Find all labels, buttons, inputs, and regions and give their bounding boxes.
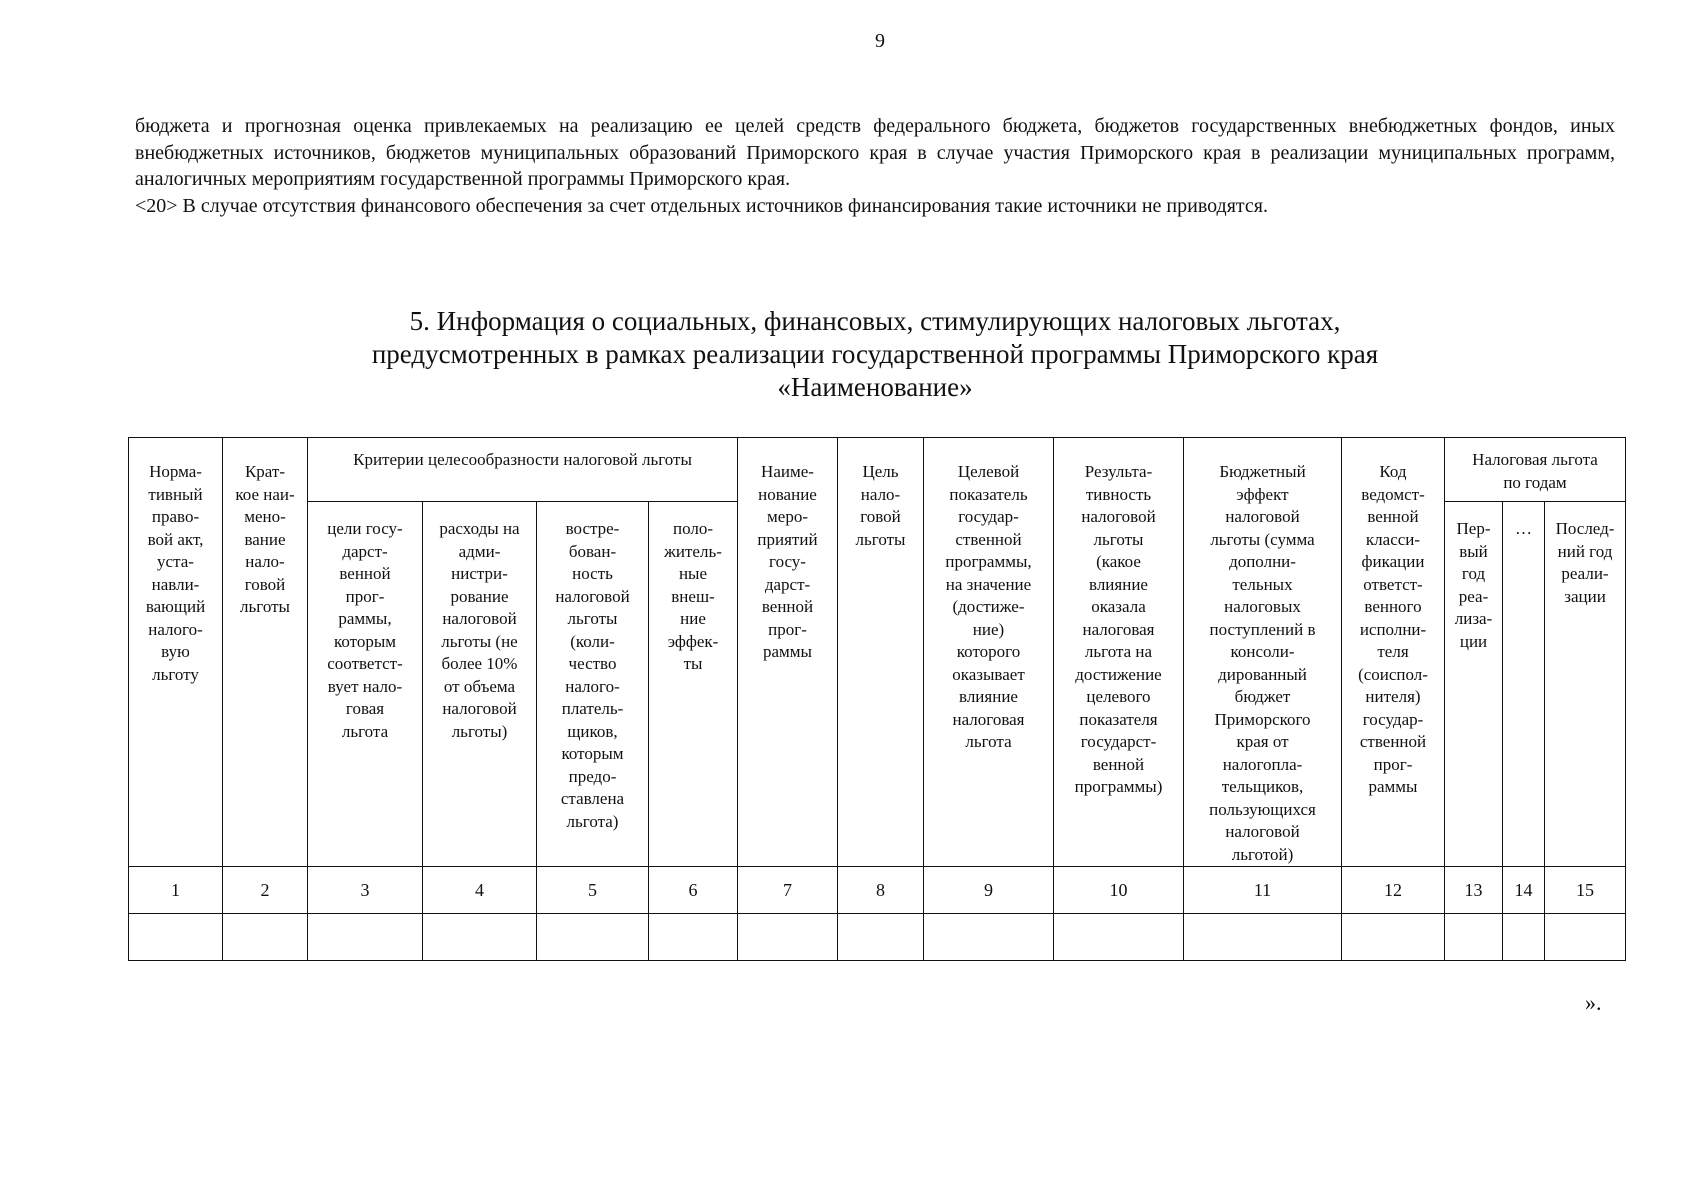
empty-cell [1503, 914, 1545, 961]
section-title [135, 305, 1615, 404]
empty-cell [1054, 914, 1184, 961]
empty-cell [423, 914, 537, 961]
header-ellipsis-years: … [1503, 502, 1545, 867]
header-budget-effect: Бюджетный эффект налоговой льготы (сумма дополни- тельных налоговых поступлений в консоли- дированный бюджет Приморского края от налогопла- тельщиков, пользующихся налоговой льготой) [1184, 438, 1342, 867]
empty-cell [308, 914, 423, 961]
column-number: 6 [649, 867, 738, 914]
empty-cell [738, 914, 838, 961]
intro-text [135, 113, 1615, 219]
header-first-year: Пер- вый год реа- лиза- ции [1445, 502, 1503, 867]
header-last-year: Послед- ний год реали- зации [1545, 502, 1626, 867]
header-department-code: Код ведомст- венной класси- фикации ответст- венного исполни- теля (соиспол- нителя) государ- ственной прог- раммы [1342, 438, 1445, 867]
header-target-indicator: Целевой показатель государ- ственной программы, на значение (достиже- ние) которого оказывает влияние налоговая льгота [924, 438, 1054, 867]
column-number: 7 [738, 867, 838, 914]
column-number: 8 [838, 867, 924, 914]
empty-cell [129, 914, 223, 961]
empty-cell [924, 914, 1054, 961]
section-title-line-1: 5. Информация о социальных, финансовых, стимулирующих налоговых льготах, [409, 306, 1341, 336]
header-program-goals: цели госу- дарст- венной прог- раммы, которым соответст- вует нало- говая льгота [308, 502, 423, 867]
empty-cell [838, 914, 924, 961]
column-number: 9 [924, 867, 1054, 914]
page-number: 9 [875, 30, 885, 52]
closing-quote: ». [1585, 990, 1602, 1015]
column-number: 2 [223, 867, 308, 914]
column-number: 1 [129, 867, 223, 914]
column-number: 3 [308, 867, 423, 914]
column-number: 12 [1342, 867, 1445, 914]
empty-cell [1545, 914, 1626, 961]
header-legal-act: Норма- тивный право- вой акт, уста- навли- вающий налого- вую льготу [129, 438, 223, 867]
column-number: 10 [1054, 867, 1184, 914]
header-activities: Наиме- нование меро- приятий госу- дарст- венной прог- раммы [738, 438, 838, 867]
header-admin-costs: расходы на адми- нистри- рование налоговой льготы (не более 10% от объема налоговой льготы) [423, 502, 537, 867]
column-number-row [129, 867, 1626, 914]
intro-paragraph: бюджета и прогнозная оценка привлекаемых на реализацию ее целей средств федерального бюджета, бюджетов государственных внебюджетных фондов, иных внебюджетных источников, бюджетов муниципальных образований Приморского края в случае участия Приморского края в реализации муниципальных программ, аналогичных мероприятиям государственной программы Приморского края. [135, 115, 1615, 190]
empty-data-row [129, 914, 1626, 961]
empty-cell [537, 914, 649, 961]
column-number: 15 [1545, 867, 1626, 914]
header-row-1 [129, 438, 1626, 502]
empty-cell [1184, 914, 1342, 961]
empty-cell [1445, 914, 1503, 961]
footnote-20: <20> В случае отсутствия финансового обеспечения за счет отдельных источников финансирования такие источники не приводятся. [135, 194, 1268, 217]
section-title-line-2: предусмотренных в рамках реализации государственной программы Приморского края [371, 339, 1379, 369]
header-years-group: Налоговая льгота по годам [1445, 438, 1626, 502]
header-criteria-group: Критерии целесообразности налоговой льготы [308, 438, 738, 502]
empty-cell [223, 914, 308, 961]
column-number: 4 [423, 867, 537, 914]
tax-benefits-table [128, 437, 1626, 961]
empty-cell [1342, 914, 1445, 961]
header-external-effects: поло- житель- ные внеш- ние эффек- ты [649, 502, 738, 867]
header-benefit-goal: Цель нало- говой льготы [838, 438, 924, 867]
column-number: 5 [537, 867, 649, 914]
column-number: 13 [1445, 867, 1503, 914]
empty-cell [649, 914, 738, 961]
header-short-name: Крат- кое наи- мено- вание нало- говой льготы [223, 438, 308, 867]
header-effectiveness: Результа- тивность налоговой льготы (какое влияние оказала налоговая льгота на достижение целевого показателя государст- венной программы) [1054, 438, 1184, 867]
section-title-line-3: «Наименование» [777, 372, 973, 402]
header-demand: востре- бован- ность налоговой льготы (коли- чество налого- платель- щиков, которым предо- ставлена льгота) [537, 502, 649, 867]
column-number: 14 [1503, 867, 1545, 914]
column-number: 11 [1184, 867, 1342, 914]
